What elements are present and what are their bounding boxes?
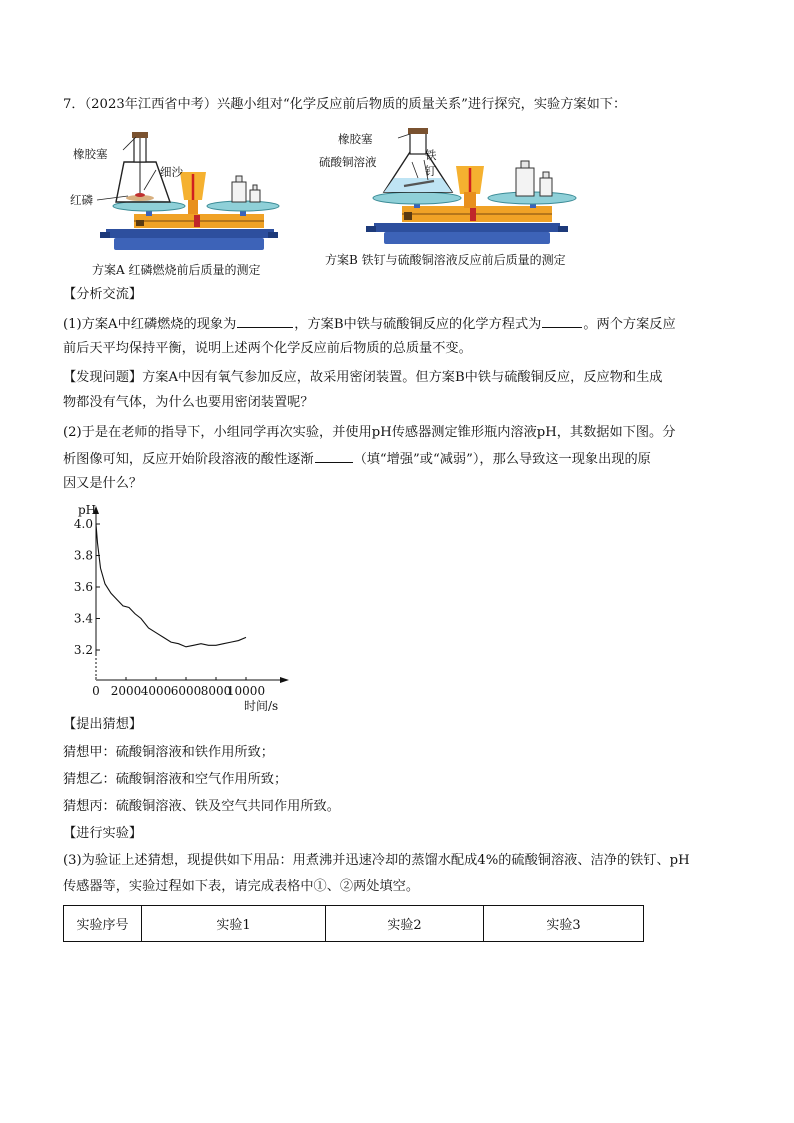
label-iron-1: 铁 (425, 148, 437, 162)
label-iron-2: 钉 (425, 164, 437, 178)
table-row (64, 906, 644, 942)
q3-line2: 传感器等，实验过程如下表，请完成表格中①、②两处填空。 (63, 879, 420, 894)
y-tick-label: 3.4 (73, 611, 93, 626)
y-tick-label: 4.0 (73, 517, 93, 531)
label-red-phosphorus: 红磷 (70, 193, 93, 207)
y-tick-label: 3.2 (73, 643, 93, 657)
hypothesis-3: 猜想丙：硫酸铜溶液、铁及空气共同作用所致。 (63, 799, 340, 814)
question-stem (63, 95, 626, 115)
label-sand: 细沙 (160, 165, 183, 179)
figure-b-apparatus (360, 126, 580, 252)
y-tick-label: 3.8 (73, 548, 93, 563)
x-axis-label: 时间/s (244, 699, 279, 713)
q1-part1: (1)方案A中红磷燃烧的现象为 (63, 317, 237, 332)
figure-a-apparatus (96, 128, 288, 258)
answer-blank-3[interactable] (315, 449, 353, 463)
question-source: （2023年江西省中考） (84, 97, 218, 112)
table-header-cell: 实验序号 (64, 906, 142, 942)
problem-text1: 方案A中因有氧气参加反应，故采用密闭装置。但方案B中铁与硫酸铜反应，反应物和生成 (142, 370, 663, 385)
x-tick-label: 10000 (226, 684, 266, 698)
hypothesis-1: 猜想甲：硫酸铜溶液和铁作用所致； (63, 745, 274, 760)
x-axis-arrow (280, 677, 289, 683)
q1-line1 (63, 314, 676, 335)
y-axis-label: pH (78, 503, 97, 517)
label-stopper-a: 橡胶塞 (73, 147, 108, 161)
y-tick-label: 3.6 (73, 580, 93, 594)
hypothesis-2: 猜想乙：硫酸铜溶液和空气作用所致； (63, 772, 288, 787)
q1-part2: ，方案B中铁与硫酸铜反应的化学方程式为 (294, 317, 542, 332)
problem-line2: 物都没有气体，为什么也要用密闭装置呢？ (63, 395, 314, 410)
heading-experiment: 【进行实验】 (63, 826, 143, 841)
ph-chart (64, 500, 294, 713)
q1-part3: 。两个方案反应 (583, 317, 676, 332)
caption-a: 方案A 红磷燃烧前后质量的测定 (92, 263, 261, 277)
answer-blank-1[interactable] (237, 314, 293, 328)
heading-problem: 【发现问题】 (63, 370, 143, 385)
x-tick-label: 6000 (170, 684, 202, 698)
q2-line2b: （填“增强”或“减弱”），那么导致这一现象出现的原 (353, 452, 651, 467)
x-tick-label: 4000 (140, 684, 172, 698)
q2-line2a: 析图像可知，反应开始阶段溶液的酸性逐渐 (63, 452, 314, 467)
q1-line2: 前后天平均保持平衡，说明上述两个化学反应前后物质的总质量不变。 (63, 341, 472, 356)
q2-line3: 因又是什么？ (63, 476, 143, 491)
problem-line1 (63, 368, 662, 388)
q2-line2 (63, 449, 651, 470)
table-header-cell: 实验2 (326, 906, 484, 942)
table-header-cell: 实验1 (142, 906, 326, 942)
ph-series-line (96, 524, 246, 647)
heading-analysis: 【分析交流】 (63, 287, 143, 302)
x-tick-label: 8000 (200, 684, 232, 698)
table-header-cell: 实验3 (484, 906, 644, 942)
q3-line1: (3)为验证上述猜想，现提供如下用品：用煮沸并迅速冷却的蒸馏水配成4%的硫酸铜溶液、洁净的铁钉、pH (63, 853, 690, 868)
label-copper-sulfate: 硫酸铜溶液 (319, 155, 377, 169)
x-tick-label: 2000 (110, 684, 142, 698)
x-tick-label: 0 (92, 684, 100, 698)
heading-hypothesis: 【提出猜想】 (63, 717, 143, 732)
q2-line1: (2)于是在老师的指导下，小组同学再次实验，并使用pH传感器测定锥形瓶内溶液pH，其数据如下图。分 (63, 425, 676, 440)
answer-blank-2[interactable] (542, 314, 582, 328)
question-text: 兴趣小组对“化学反应前后物质的质量关系”进行探究，实验方案如下： (217, 97, 627, 112)
question-number: 7． (63, 97, 85, 112)
caption-b: 方案B 铁钉与硫酸铜溶液反应前后质量的测定 (325, 253, 566, 267)
experiment-table (63, 905, 644, 942)
label-stopper-b: 橡胶塞 (338, 132, 373, 146)
